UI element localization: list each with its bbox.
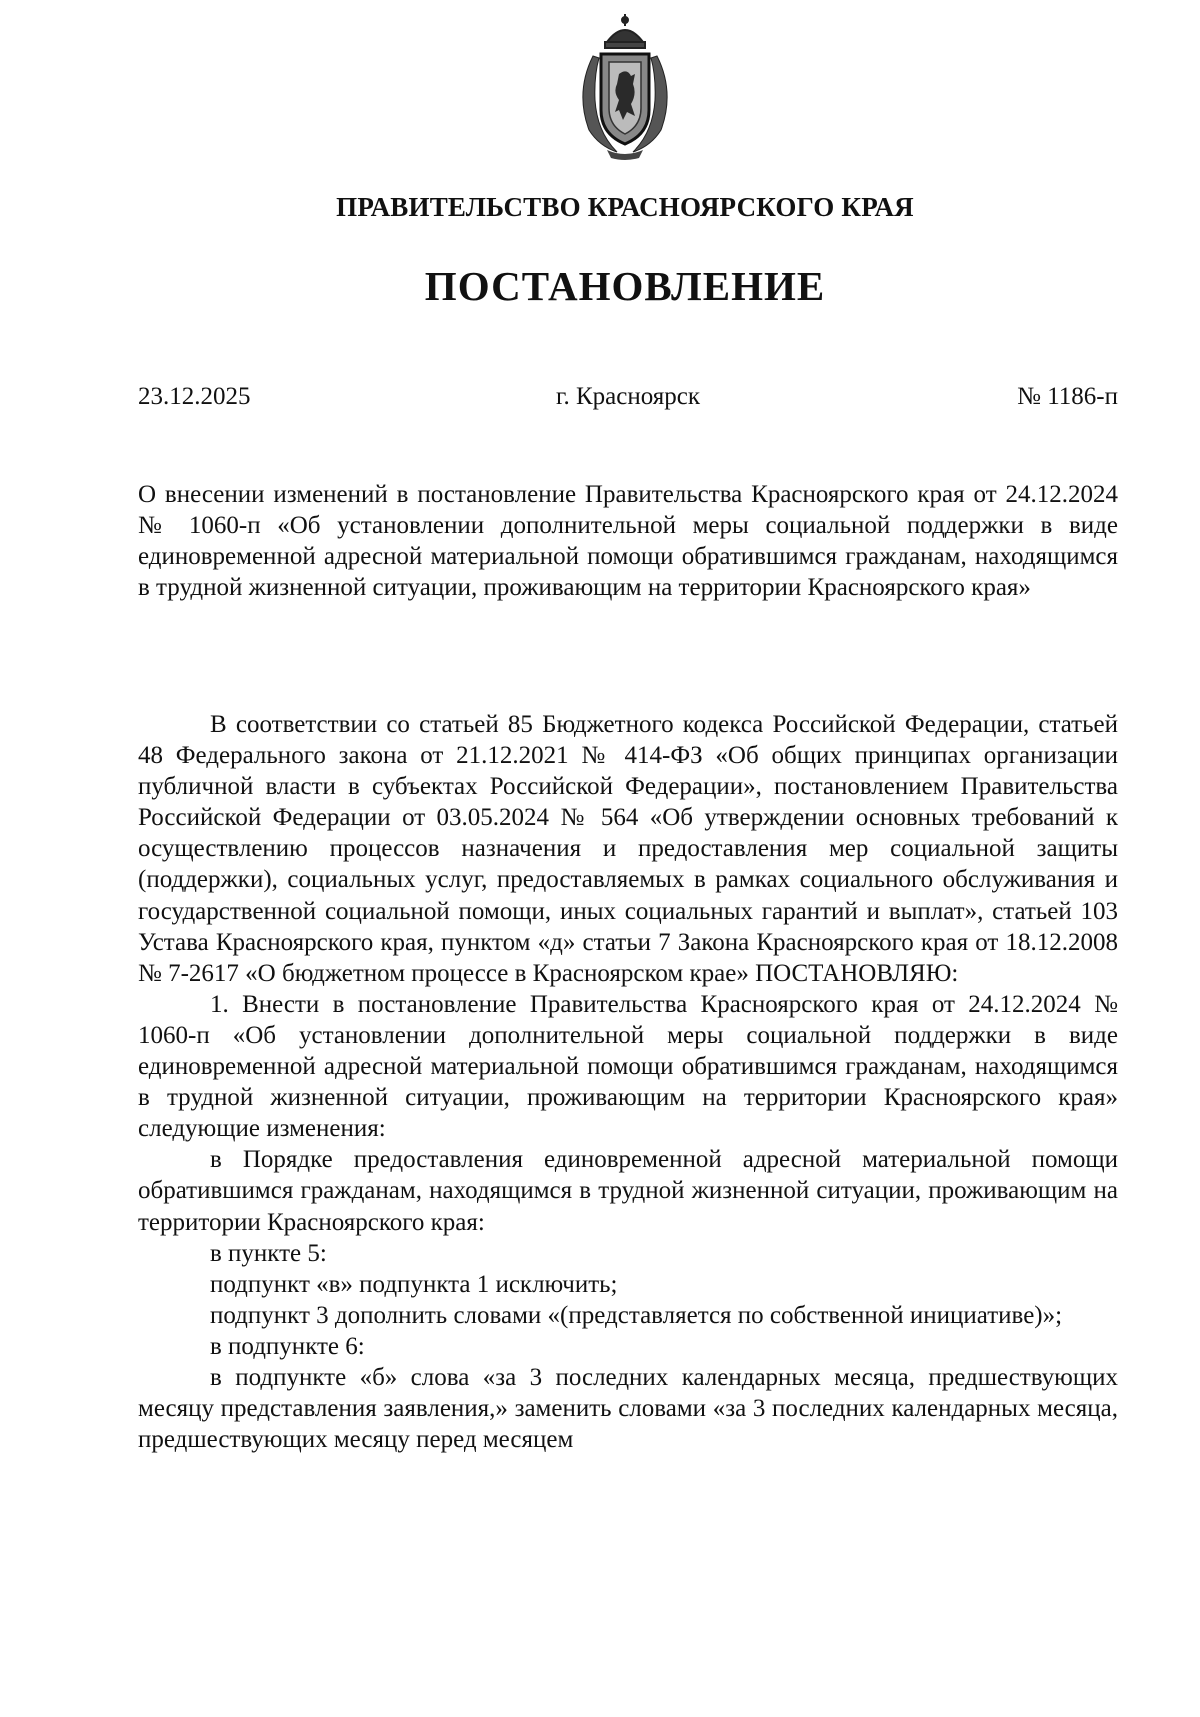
document-number: № 1186-п (1017, 383, 1118, 410)
body-paragraph: в подпункте «б» слова «за 3 последних календарных месяца, предшествующих месяцу представления заявления,» заменить словами «за 3 последних календарных месяца, предшествующих месяцу перед месяцем (138, 1363, 1118, 1454)
document-body (138, 709, 1118, 1455)
krasnoyarsk-coat-of-arms-icon (565, 12, 685, 162)
document-title-text: О внесении изменений в постановление Правительства Красноярского края от 24.12.2024 № 1060-п «Об установлении дополнительной меры социальной поддержки в виде единовременной адресной материальной помощи обратившимся гражданам, находящимся в трудной жизненной ситуации, проживающим на территории Красноярского края» (138, 481, 1118, 602)
preamble-paragraph: В соответствии со статьей 85 Бюджетного кодекса Российской Федерации, статьей 48 Федерального закона от 21.12.2021 № 414-ФЗ «Об общих принципах организации публичной власти в субъектах Российской Федерации», постановлением Правительства Российской Федерации от 03.05.2024 № 564 «Об утверждении основных требований к осуществлению процессов назначения и предоставления мер социальной защиты (поддержки), социальных услуг, предоставляемых в рамках социального обслуживания и государственной социальной помощи, иных социальных гарантий и выплат», статьей 103 Устава Красноярского края, пунктом «д» статьи 7 Закона Красноярского края от 18.12.2008 № 7-2617 «О бюджетном процессе в Красноярском крае» ПОСТАНОВЛЯЮ: (138, 711, 1118, 987)
document-place: г. Красноярск (556, 383, 700, 410)
document-type: ПОСТАНОВЛЕНИЕ (424, 263, 826, 309)
body-paragraph: 1. Внести в постановление Правительства Красноярского края от 24.12.2024 № 1060-п «Об установлении дополнительной меры социальной поддержки в виде единовременной адресной материальной помощи обратившимся гражданам, находящимся в трудной жизненной ситуации, проживающим на территории Красноярского края» следующие изменения: (138, 990, 1118, 1143)
body-paragraph: в пункте 5: (210, 1239, 327, 1267)
document-meta (138, 383, 1118, 419)
document-title (138, 479, 1118, 603)
document-date: 23.12.2025 (138, 383, 251, 410)
body-paragraph: подпункт 3 дополнить словами «(представляется по собственной инициативе)»; (210, 1301, 1063, 1329)
body-paragraph: в Порядке предоставления единовременной адресной материальной помощи обратившимся гражданам, находящимся в трудной жизненной ситуации, проживающим на территории Красноярского края: (138, 1146, 1118, 1236)
body-paragraph: подпункт «в» подпункта 1 исключить; (210, 1270, 618, 1298)
organization-name: ПРАВИТЕЛЬСТВО КРАСНОЯРСКОГО КРАЯ (336, 192, 914, 222)
body-paragraph: в подпункте 6: (210, 1332, 365, 1360)
